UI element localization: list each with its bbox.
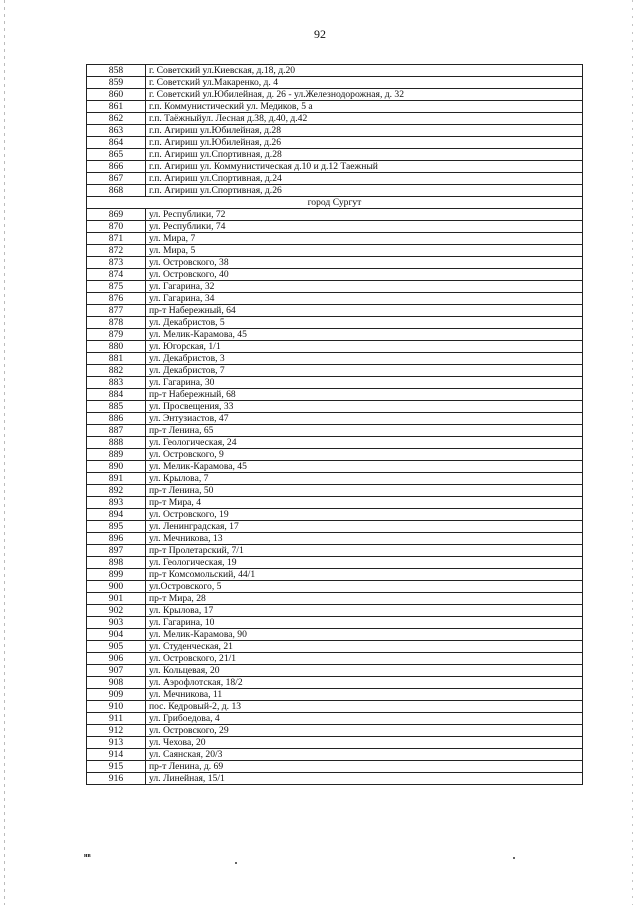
row-address: ул. Гагарина, 10 bbox=[146, 617, 583, 629]
table-row bbox=[87, 449, 583, 461]
row-number: 911 bbox=[87, 713, 146, 725]
table-row bbox=[87, 65, 583, 77]
table-row bbox=[87, 725, 583, 737]
row-address: пр-т Мира, 28 bbox=[146, 593, 583, 605]
row-number: 893 bbox=[87, 497, 146, 509]
row-number: 874 bbox=[87, 269, 146, 281]
row-address: г.п. Таёжныйул. Лесная д.38, д.40, д.42 bbox=[146, 113, 583, 125]
row-number: 900 bbox=[87, 581, 146, 593]
table-row bbox=[87, 497, 583, 509]
table-row bbox=[87, 173, 583, 185]
row-number: 884 bbox=[87, 389, 146, 401]
row-number: 910 bbox=[87, 701, 146, 713]
row-address: ул. Островского, 38 bbox=[146, 257, 583, 269]
table-row bbox=[87, 137, 583, 149]
row-address: пр-т Ленина, д. 69 bbox=[146, 761, 583, 773]
table-row bbox=[87, 653, 583, 665]
table-row bbox=[87, 569, 583, 581]
row-number: 889 bbox=[87, 449, 146, 461]
row-address: ул. Ленинградская, 17 bbox=[146, 521, 583, 533]
section-title: город Сургут bbox=[87, 197, 583, 209]
row-number: 879 bbox=[87, 329, 146, 341]
table-row bbox=[87, 353, 583, 365]
row-number: 909 bbox=[87, 689, 146, 701]
table-body-after bbox=[87, 209, 583, 785]
row-address: г.п. Агириш ул.Спортивная, д.24 bbox=[146, 173, 583, 185]
row-address: пос. Кедровый-2, д. 13 bbox=[146, 701, 583, 713]
row-number: 914 bbox=[87, 749, 146, 761]
row-address: ул. Республики, 74 bbox=[146, 221, 583, 233]
table-row bbox=[87, 209, 583, 221]
table-row bbox=[87, 89, 583, 101]
row-number: 901 bbox=[87, 593, 146, 605]
table-row bbox=[87, 269, 583, 281]
row-number: 860 bbox=[87, 89, 146, 101]
row-address: пр-т Мира, 4 bbox=[146, 497, 583, 509]
table-row bbox=[87, 317, 583, 329]
row-number: 913 bbox=[87, 737, 146, 749]
row-address: ул. Саянская, 20/3 bbox=[146, 749, 583, 761]
row-number: 877 bbox=[87, 305, 146, 317]
row-number: 870 bbox=[87, 221, 146, 233]
row-address: ул. Крылова, 7 bbox=[146, 473, 583, 485]
row-number: 871 bbox=[87, 233, 146, 245]
row-address: ул. Мира, 7 bbox=[146, 233, 583, 245]
table-row bbox=[87, 161, 583, 173]
table-row bbox=[87, 545, 583, 557]
table-row bbox=[87, 773, 583, 785]
table-row bbox=[87, 689, 583, 701]
row-address: пр-т Набережный, 68 bbox=[146, 389, 583, 401]
row-address: г.п. Агириш ул.Спортивная, д.28 bbox=[146, 149, 583, 161]
scan-speck bbox=[513, 857, 515, 859]
row-address: пр-т Набережный, 64 bbox=[146, 305, 583, 317]
table-row bbox=[87, 149, 583, 161]
row-address: ул. Грибоедова, 4 bbox=[146, 713, 583, 725]
row-number: 897 bbox=[87, 545, 146, 557]
table-row bbox=[87, 617, 583, 629]
row-address: пр-т Ленина, 50 bbox=[146, 485, 583, 497]
row-address: ул. Мелик-Карамова, 45 bbox=[146, 329, 583, 341]
table-row bbox=[87, 365, 583, 377]
row-number: 858 bbox=[87, 65, 146, 77]
row-number: 906 bbox=[87, 653, 146, 665]
row-address: пр-т Пролетарский, 7/1 bbox=[146, 545, 583, 557]
row-address: ул. Аэрофлотская, 18/2 bbox=[146, 677, 583, 689]
row-address: ул. Декабристов, 3 bbox=[146, 353, 583, 365]
row-address: ул. Геологическая, 19 bbox=[146, 557, 583, 569]
row-number: 890 bbox=[87, 461, 146, 473]
row-address: ул. Мелик-Карамова, 45 bbox=[146, 461, 583, 473]
table-row bbox=[87, 185, 583, 197]
row-number: 915 bbox=[87, 761, 146, 773]
table-row bbox=[87, 245, 583, 257]
row-address: ул. Гагарина, 30 bbox=[146, 377, 583, 389]
table-row bbox=[87, 461, 583, 473]
row-number: 875 bbox=[87, 281, 146, 293]
row-address: г.п. Агириш ул.Спортивная, д.26 bbox=[146, 185, 583, 197]
row-address: ул. Мелик-Карамова, 90 bbox=[146, 629, 583, 641]
row-address: г.п. Коммунистический ул. Медиков, 5 а bbox=[146, 101, 583, 113]
row-address: ул. Кольцевая, 20 bbox=[146, 665, 583, 677]
row-number: 896 bbox=[87, 533, 146, 545]
table-row bbox=[87, 221, 583, 233]
row-address: г.п. Агириш ул. Коммунистическая д.10 и д.12 Таежный bbox=[146, 161, 583, 173]
table-row bbox=[87, 533, 583, 545]
table-row bbox=[87, 665, 583, 677]
table-row bbox=[87, 557, 583, 569]
row-number: 882 bbox=[87, 365, 146, 377]
row-number: 891 bbox=[87, 473, 146, 485]
row-number: 902 bbox=[87, 605, 146, 617]
row-address: ул. Островского, 9 bbox=[146, 449, 583, 461]
row-address: ул. Мира, 5 bbox=[146, 245, 583, 257]
row-address: ул. Геологическая, 24 bbox=[146, 437, 583, 449]
table-row bbox=[87, 125, 583, 137]
row-address: ул. Декабристов, 5 bbox=[146, 317, 583, 329]
row-address: ул. Мечникова, 11 bbox=[146, 689, 583, 701]
footer-mark: нв bbox=[84, 853, 91, 859]
table-row bbox=[87, 605, 583, 617]
table-row bbox=[87, 113, 583, 125]
table-row bbox=[87, 509, 583, 521]
row-address: пр-т Комсомольский, 44/1 bbox=[146, 569, 583, 581]
table-row bbox=[87, 737, 583, 749]
table-row bbox=[87, 341, 583, 353]
row-number: 863 bbox=[87, 125, 146, 137]
section-header-row bbox=[87, 197, 583, 209]
row-number: 895 bbox=[87, 521, 146, 533]
row-address: ул. Гагарина, 34 bbox=[146, 293, 583, 305]
table-row bbox=[87, 749, 583, 761]
row-address: ул. Островского, 21/1 bbox=[146, 653, 583, 665]
table-row bbox=[87, 329, 583, 341]
row-number: 883 bbox=[87, 377, 146, 389]
row-number: 869 bbox=[87, 209, 146, 221]
row-number: 904 bbox=[87, 629, 146, 641]
row-number: 859 bbox=[87, 77, 146, 89]
row-address: ул. Декабристов, 7 bbox=[146, 365, 583, 377]
table-row bbox=[87, 641, 583, 653]
table-row bbox=[87, 389, 583, 401]
row-number: 898 bbox=[87, 557, 146, 569]
row-number: 888 bbox=[87, 437, 146, 449]
table-row bbox=[87, 473, 583, 485]
row-number: 886 bbox=[87, 413, 146, 425]
row-address: г. Советский ул.Макаренко, д. 4 bbox=[146, 77, 583, 89]
table-row bbox=[87, 701, 583, 713]
row-number: 866 bbox=[87, 161, 146, 173]
table-row bbox=[87, 77, 583, 89]
table-row bbox=[87, 713, 583, 725]
row-number: 899 bbox=[87, 569, 146, 581]
row-address: г. Советский ул.Юбилейная, д. 26 - ул.Железнодорожная, д. 32 bbox=[146, 89, 583, 101]
row-address: ул. Просвещения, 33 bbox=[146, 401, 583, 413]
table-row bbox=[87, 305, 583, 317]
table-row bbox=[87, 413, 583, 425]
row-number: 903 bbox=[87, 617, 146, 629]
row-number: 864 bbox=[87, 137, 146, 149]
row-address: ул. Крылова, 17 bbox=[146, 605, 583, 617]
table-row bbox=[87, 761, 583, 773]
table-row bbox=[87, 281, 583, 293]
table-row bbox=[87, 101, 583, 113]
row-address: пр-т Ленина, 65 bbox=[146, 425, 583, 437]
row-number: 862 bbox=[87, 113, 146, 125]
scan-edge-left bbox=[4, 0, 5, 905]
row-address: ул. Республики, 72 bbox=[146, 209, 583, 221]
row-address: г. Советский ул.Киевская, д.18, д.20 bbox=[146, 65, 583, 77]
row-number: 876 bbox=[87, 293, 146, 305]
row-address: ул. Гагарина, 32 bbox=[146, 281, 583, 293]
row-number: 861 bbox=[87, 101, 146, 113]
table-row bbox=[87, 233, 583, 245]
row-address: ул. Югорская, 1/1 bbox=[146, 341, 583, 353]
table-row bbox=[87, 257, 583, 269]
row-number: 868 bbox=[87, 185, 146, 197]
table-row bbox=[87, 677, 583, 689]
table-row bbox=[87, 593, 583, 605]
row-number: 865 bbox=[87, 149, 146, 161]
row-number: 916 bbox=[87, 773, 146, 785]
row-address: ул. Островского, 29 bbox=[146, 725, 583, 737]
row-address: ул. Островского, 19 bbox=[146, 509, 583, 521]
row-address: ул. Мечникова, 13 bbox=[146, 533, 583, 545]
row-address: г.п. Агириш ул.Юбилейная, д.26 bbox=[146, 137, 583, 149]
table-row bbox=[87, 581, 583, 593]
table-row bbox=[87, 377, 583, 389]
address-table bbox=[86, 64, 583, 785]
row-number: 878 bbox=[87, 317, 146, 329]
table-row bbox=[87, 437, 583, 449]
row-number: 881 bbox=[87, 353, 146, 365]
row-number: 880 bbox=[87, 341, 146, 353]
row-number: 892 bbox=[87, 485, 146, 497]
table-row bbox=[87, 293, 583, 305]
row-address: г.п. Агириш ул.Юбилейная, д.28 bbox=[146, 125, 583, 137]
row-number: 872 bbox=[87, 245, 146, 257]
row-number: 885 bbox=[87, 401, 146, 413]
scan-edge-right bbox=[632, 0, 633, 905]
row-number: 867 bbox=[87, 173, 146, 185]
row-number: 887 bbox=[87, 425, 146, 437]
page-number: 92 bbox=[314, 27, 326, 41]
row-number: 907 bbox=[87, 665, 146, 677]
table-row bbox=[87, 629, 583, 641]
table-row bbox=[87, 401, 583, 413]
row-address: ул. Чехова, 20 bbox=[146, 737, 583, 749]
row-number: 905 bbox=[87, 641, 146, 653]
row-number: 912 bbox=[87, 725, 146, 737]
row-number: 894 bbox=[87, 509, 146, 521]
row-number: 908 bbox=[87, 677, 146, 689]
row-address: ул. Студенческая, 21 bbox=[146, 641, 583, 653]
row-address: ул. Линейная, 15/1 bbox=[146, 773, 583, 785]
table-body-before bbox=[87, 65, 583, 197]
table-row bbox=[87, 425, 583, 437]
row-address: ул.Островского, 5 bbox=[146, 581, 583, 593]
row-address: ул. Островского, 40 bbox=[146, 269, 583, 281]
scan-speck bbox=[235, 862, 237, 864]
table-row bbox=[87, 485, 583, 497]
row-address: ул. Энтузиастов, 47 bbox=[146, 413, 583, 425]
row-number: 873 bbox=[87, 257, 146, 269]
table-row bbox=[87, 521, 583, 533]
section-body bbox=[87, 197, 583, 209]
